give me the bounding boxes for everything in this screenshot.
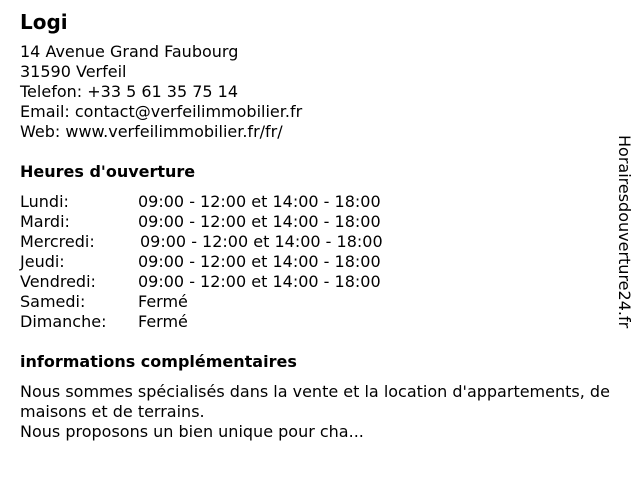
- hours-row-dimanche: [20, 312, 610, 332]
- business-card: [20, 10, 610, 442]
- hours-row-samedi: [20, 292, 610, 312]
- hours-row-jeudi: [20, 252, 610, 272]
- email-line: Email: contact@verfeilimmobilier.fr: [20, 102, 303, 121]
- address-city: 31590 Verfeil: [20, 62, 127, 81]
- hours-row-vendredi: [20, 272, 610, 292]
- hours-day-label: Samedi:: [20, 292, 86, 311]
- hours-row-mardi: [20, 212, 610, 232]
- hours-row-mercredi: [20, 232, 610, 252]
- hours-day-label: Dimanche:: [20, 312, 107, 331]
- info-description: [20, 382, 610, 442]
- side-watermark: Horairesdouverture24.fr: [615, 135, 634, 329]
- hours-value: 09:00 - 12:00 et 14:00 - 18:00: [138, 212, 381, 231]
- hours-value: Fermé: [138, 312, 188, 331]
- hours-value: Fermé: [138, 292, 188, 311]
- hours-day-label: Mercredi:: [20, 232, 95, 251]
- info-heading: informations complémentaires: [20, 352, 297, 371]
- hours-day-label: Vendredi:: [20, 272, 96, 291]
- web-line: Web: www.verfeilimmobilier.fr/fr/: [20, 122, 283, 141]
- hours-day-label: Mardi:: [20, 212, 70, 231]
- business-name: Logi: [20, 10, 68, 34]
- hours-row-lundi: [20, 192, 610, 212]
- hours-value: 09:00 - 12:00 et 14:00 - 18:00: [138, 252, 381, 271]
- info-text-line: Nous proposons un bien unique pour cha...: [20, 422, 364, 441]
- hours-value: 09:00 - 12:00 et 14:00 - 18:00: [138, 272, 381, 291]
- address-street: 14 Avenue Grand Faubourg: [20, 42, 239, 61]
- phone-line: Telefon: +33 5 61 35 75 14: [20, 82, 239, 101]
- opening-hours-heading: Heures d'ouverture: [20, 162, 196, 181]
- opening-hours-table: [20, 192, 610, 332]
- hours-day-label: Lundi:: [20, 192, 69, 211]
- hours-value: 09:00 - 12:00 et 14:00 - 18:00: [140, 232, 383, 251]
- info-text-line: Nous sommes spécialisés dans la vente et la location d'appartements, de maisons et de terrains.: [20, 382, 610, 421]
- hours-day-label: Jeudi:: [20, 252, 65, 271]
- hours-value: 09:00 - 12:00 et 14:00 - 18:00: [138, 192, 381, 211]
